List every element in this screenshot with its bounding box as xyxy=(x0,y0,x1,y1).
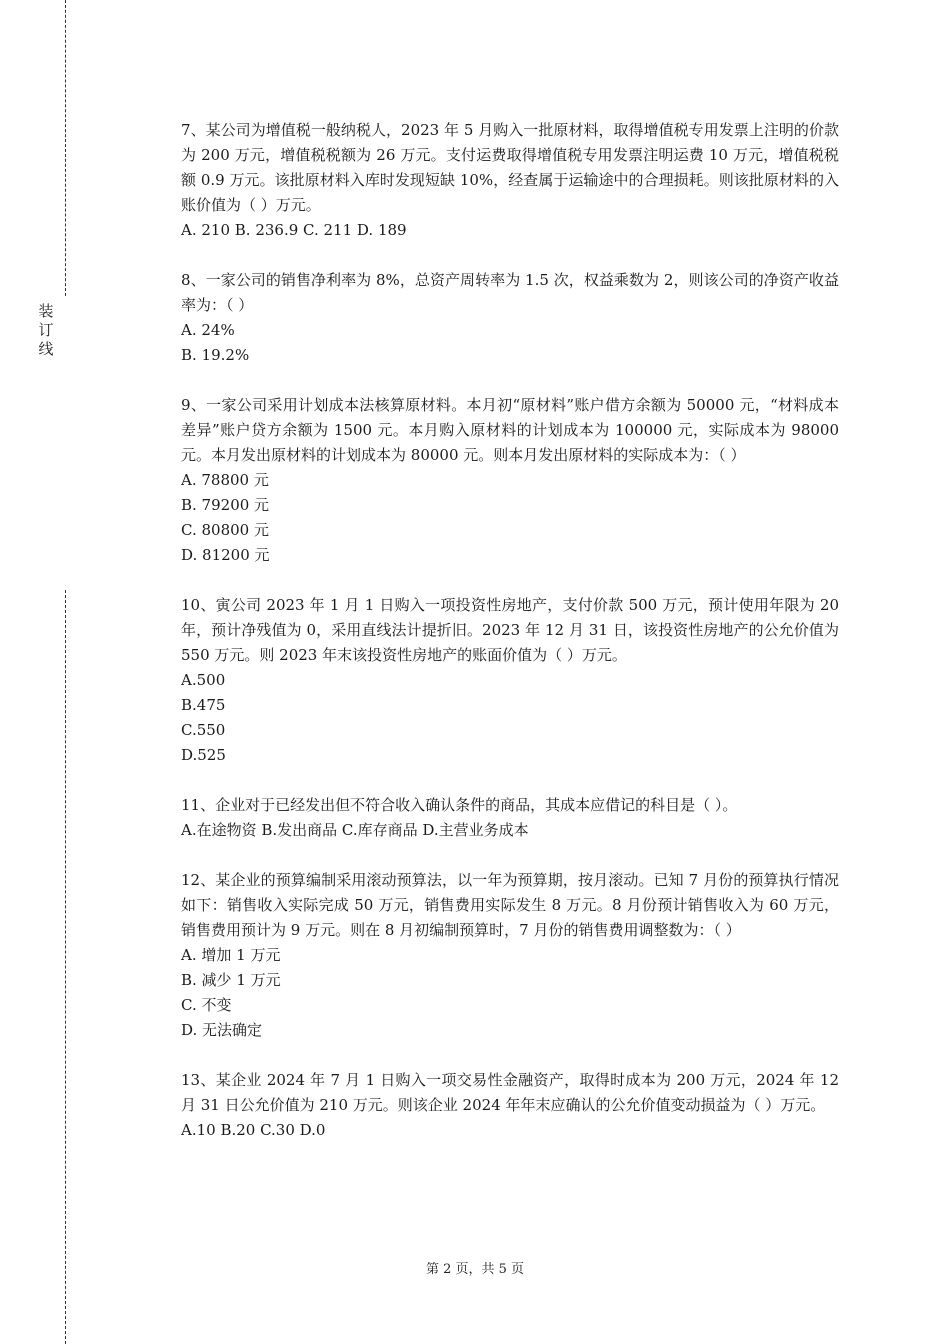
option-line: A. 24% xyxy=(181,321,235,339)
option-line: D. 无法确定 xyxy=(181,1021,263,1039)
option-line: B. 79200 元 xyxy=(181,496,270,514)
binding-label xyxy=(36,302,56,359)
option-line: A. 78800 元 xyxy=(181,471,269,489)
question-10 xyxy=(181,593,844,768)
option-line: C.550 xyxy=(181,721,226,739)
question-list xyxy=(181,118,844,1168)
option-line: A. 增加 1 万元 xyxy=(181,946,281,964)
option-line: B.475 xyxy=(181,696,226,714)
question-11 xyxy=(181,793,839,843)
option-line: D.525 xyxy=(181,746,226,764)
question-text: 11、企业对于已经发出但不符合收入确认条件的商品，其成本应借记的科目是（ ）。 xyxy=(181,796,738,814)
option-line: C. 不变 xyxy=(181,996,232,1014)
option-line: A.10 B.20 C.30 D.0 xyxy=(181,1121,326,1139)
binding-char: 线 xyxy=(38,340,54,358)
question-text: 13、某企业 2024 年 7 月 1 日购入一项交易性金融资产，取得时成本为 200 万元，2024 年 12 月 31 日公允价值为 210 万元。则该企业 2024 年年末应确认的公允价值变动损益为（ ）万元。 xyxy=(181,1071,844,1114)
question-12 xyxy=(181,868,839,1043)
binding-line-top xyxy=(65,0,66,296)
question-text: 12、某企业的预算编制采用滚动预算法，以一年为预算期，按月滚动。已知 7 月份的预算执行情况如下：销售收入实际完成 50 万元，销售费用实际发生 8 万元。8 月份预计销售收入为 60 万元，销售费用预计为 9 万元。则在 8 月初编制预算时，7 月份的销售费用调整数为：（ ） xyxy=(181,871,839,939)
option-line: D. 81200 元 xyxy=(181,546,270,564)
question-8 xyxy=(181,268,839,368)
option-line: A. 210 B. 236.9 C. 211 D. 189 xyxy=(181,221,407,239)
question-text: 7、某公司为增值税一般纳税人，2023 年 5 月购入一批原材料，取得增值税专用发票上注明的价款为 200 万元，增值税税额为 26 万元。支付运费取得增值税专用发票注明运费 10 万元，增值税税额 0.9 万元。该批原材料入库时发现短缺 10%，经查属于运输途中的合理损耗。则该批原材料的入账价值为（ ）万元。 xyxy=(181,121,839,214)
option-line: C. 80800 元 xyxy=(181,521,269,539)
question-13 xyxy=(181,1068,844,1143)
binding-line-bottom xyxy=(65,590,66,1344)
question-9 xyxy=(181,393,844,568)
binding-char: 装 xyxy=(38,302,54,320)
question-text: 8、一家公司的销售净利率为 8%，总资产周转率为 1.5 次，权益乘数为 2，则该公司的净资产收益率为：（ ） xyxy=(181,271,839,314)
option-line: B. 19.2% xyxy=(181,346,250,364)
question-text: 9、一家公司采用计划成本法核算原材料。本月初“原材料”账户借方余额为 50000 元，“材料成本差异”账户贷方余额为 1500 元。本月购入原材料的计划成本为 100000 元，实际成本为 98000 元。本月发出原材料的计划成本为 80000 元。则本月发出原材料的实际成本为：（ ） xyxy=(181,396,844,464)
option-line: A.500 xyxy=(181,671,226,689)
binding-char: 订 xyxy=(38,321,54,339)
option-line: A.在途物资 B.发出商品 C.库存商品 D.主营业务成本 xyxy=(181,821,529,839)
question-7 xyxy=(181,118,839,243)
page-footer: 第 2 页，共 5 页 xyxy=(425,1262,525,1277)
option-line: B. 减少 1 万元 xyxy=(181,971,281,989)
question-text: 10、寅公司 2023 年 1 月 1 日购入一项投资性房地产，支付价款 500 万元，预计使用年限为 20 年，预计净残值为 0，采用直线法计提折旧。2023 年 12 月 31 日，该投资性房地产的公允价值为 550 万元。则 2023 年末该投资性房地产的账面价值为（ ）万元。 xyxy=(181,596,844,664)
